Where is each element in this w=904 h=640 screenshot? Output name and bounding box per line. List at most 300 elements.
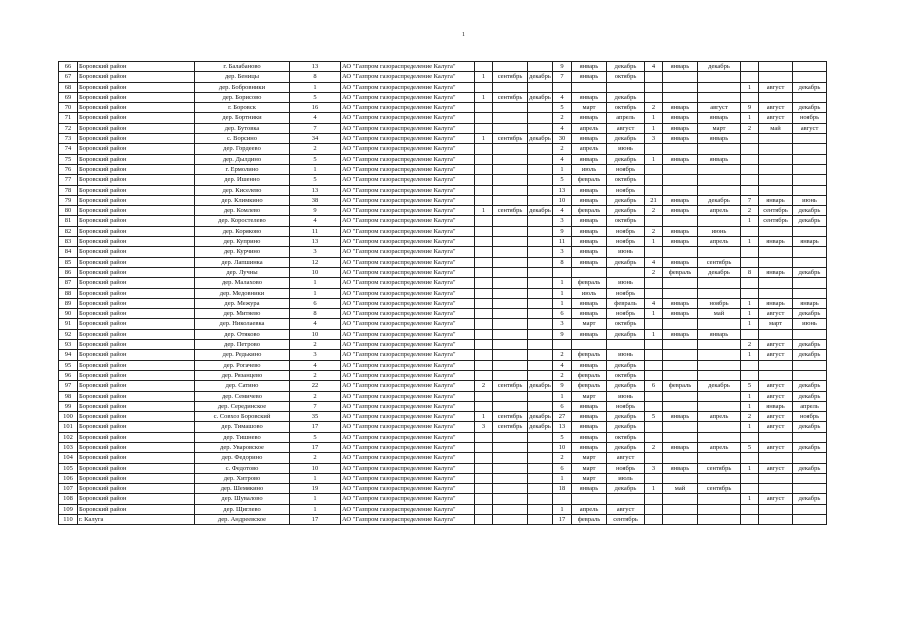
settlement-cell: дер. Шемякино <box>195 484 290 494</box>
table-row <box>59 185 827 195</box>
group4-start-cell: август <box>759 412 793 422</box>
organization-cell: АО "Газпром газораспределение Калуга" <box>341 144 475 154</box>
group2-end-cell: октябрь <box>607 175 645 185</box>
group4-end-cell: декабрь <box>793 442 827 452</box>
group1-start-cell: сентябрь <box>493 412 528 422</box>
table-row <box>59 484 827 494</box>
table-row <box>59 494 827 504</box>
group2-start-cell: июль <box>572 288 607 298</box>
group4-start-cell: август <box>759 381 793 391</box>
group2-start-cell <box>572 82 607 92</box>
row-number: 86 <box>59 267 78 277</box>
group1-start-cell <box>493 267 528 277</box>
group3-end-cell <box>698 72 741 82</box>
group3-start-cell <box>663 319 698 329</box>
group4-count-cell: 2 <box>741 412 759 422</box>
group2-end-cell: декабрь <box>607 206 645 216</box>
row-number: 76 <box>59 164 78 174</box>
group3-end-cell: август <box>698 103 741 113</box>
group4-count-cell: 5 <box>741 381 759 391</box>
group1-start-cell <box>493 113 528 123</box>
group2-start-cell: январь <box>572 62 607 72</box>
settlement-cell: дер. Межура <box>195 298 290 308</box>
district-cell: Боровский район <box>78 206 195 216</box>
organization-cell: АО "Газпром газораспределение Калуга" <box>341 432 475 442</box>
group1-start-cell <box>493 103 528 113</box>
group1-end-cell <box>528 195 553 205</box>
group2-count-cell: 10 <box>553 195 572 205</box>
group2-start-cell: апрель <box>572 123 607 133</box>
group1-count-cell <box>475 164 493 174</box>
group3-end-cell: сентябрь <box>698 484 741 494</box>
organization-cell: АО "Газпром газораспределение Калуга" <box>341 515 475 525</box>
group3-count-cell <box>645 216 663 226</box>
group2-count-cell: 3 <box>553 216 572 226</box>
group4-end-cell: декабрь <box>793 216 827 226</box>
group4-count-cell: 5 <box>741 442 759 452</box>
group2-count-cell: 5 <box>553 103 572 113</box>
settlement-cell: дер. Ишенно <box>195 175 290 185</box>
group3-start-cell <box>663 504 698 514</box>
total-count-cell: 13 <box>290 185 341 195</box>
group3-count-cell <box>645 504 663 514</box>
table-row <box>59 381 827 391</box>
group2-start-cell: январь <box>572 298 607 308</box>
table-row <box>59 247 827 257</box>
group3-start-cell: январь <box>663 412 698 422</box>
total-count-cell: 13 <box>290 237 341 247</box>
row-number: 85 <box>59 257 78 267</box>
group4-end-cell: декабрь <box>793 494 827 504</box>
settlement-cell: дер. Сатино <box>195 381 290 391</box>
group4-start-cell <box>759 370 793 380</box>
row-number: 89 <box>59 298 78 308</box>
group3-start-cell: январь <box>663 257 698 267</box>
group4-start-cell <box>759 247 793 257</box>
group1-end-cell <box>528 401 553 411</box>
gasification-schedule-table <box>58 61 827 525</box>
group1-end-cell <box>528 216 553 226</box>
district-cell: г. Калуга <box>78 515 195 525</box>
row-number: 101 <box>59 422 78 432</box>
district-cell: Боровский район <box>78 226 195 236</box>
group4-end-cell <box>793 62 827 72</box>
settlement-cell: дер. Куприно <box>195 237 290 247</box>
group2-start-cell: март <box>572 103 607 113</box>
group4-count-cell <box>741 432 759 442</box>
group4-count-cell <box>741 134 759 144</box>
table-row <box>59 370 827 380</box>
group3-start-cell: февраль <box>663 267 698 277</box>
settlement-cell: дер. Киселево <box>195 185 290 195</box>
group1-start-cell <box>493 154 528 164</box>
group2-count-cell: 1 <box>553 504 572 514</box>
row-number: 78 <box>59 185 78 195</box>
group4-count-cell: 1 <box>741 319 759 329</box>
table-row <box>59 144 827 154</box>
table-row <box>59 432 827 442</box>
group4-end-cell: август <box>793 123 827 133</box>
group1-start-cell <box>493 309 528 319</box>
table-row <box>59 422 827 432</box>
group2-end-cell: декабрь <box>607 484 645 494</box>
group1-count-cell <box>475 195 493 205</box>
group3-end-cell <box>698 360 741 370</box>
row-number: 92 <box>59 329 78 339</box>
settlement-cell: дер. Коряково <box>195 226 290 236</box>
group1-count-cell <box>475 62 493 72</box>
group4-count-cell <box>741 473 759 483</box>
group3-start-cell: январь <box>663 154 698 164</box>
total-count-cell: 8 <box>290 72 341 82</box>
group1-count-cell <box>475 463 493 473</box>
group3-end-cell <box>698 144 741 154</box>
group1-start-cell: сентябрь <box>493 92 528 102</box>
group4-count-cell: 1 <box>741 494 759 504</box>
group3-end-cell: декабрь <box>698 381 741 391</box>
table-row <box>59 62 827 72</box>
row-number: 72 <box>59 123 78 133</box>
group4-start-cell <box>759 175 793 185</box>
group2-count-cell: 11 <box>553 237 572 247</box>
group4-start-cell <box>759 329 793 339</box>
district-cell: Боровский район <box>78 504 195 514</box>
group4-start-cell: март <box>759 319 793 329</box>
total-count-cell: 9 <box>290 206 341 216</box>
group2-end-cell: июнь <box>607 247 645 257</box>
table-row <box>59 453 827 463</box>
group2-count-cell: 17 <box>553 515 572 525</box>
row-number: 79 <box>59 195 78 205</box>
group1-count-cell <box>475 237 493 247</box>
group3-end-cell: январь <box>698 329 741 339</box>
group4-count-cell <box>741 329 759 339</box>
group1-start-cell <box>493 504 528 514</box>
group1-count-cell: 1 <box>475 412 493 422</box>
settlement-cell: дер. Митяево <box>195 309 290 319</box>
organization-cell: АО "Газпром газораспределение Калуга" <box>341 453 475 463</box>
group1-end-cell: декабрь <box>529 423 551 431</box>
group1-start-cell <box>493 360 528 370</box>
group1-start-cell <box>493 237 528 247</box>
group2-count-cell: 1 <box>553 473 572 483</box>
group3-end-cell <box>698 319 741 329</box>
group2-count-cell: 2 <box>553 350 572 360</box>
settlement-cell: дер. Щиглево <box>195 504 290 514</box>
group4-end-cell: декабрь <box>793 82 827 92</box>
group2-count-cell: 9 <box>553 329 572 339</box>
group3-end-cell <box>698 473 741 483</box>
group3-start-cell <box>663 185 698 195</box>
total-count-cell: 34 <box>290 134 341 144</box>
group4-end-cell <box>793 432 827 442</box>
group1-start-cell: сентябрь <box>493 422 528 432</box>
group1-end-cell: декабрь <box>529 207 551 215</box>
group2-start-cell: июль <box>572 164 607 174</box>
group2-count-cell: 13 <box>553 422 572 432</box>
group1-start-cell <box>493 401 528 411</box>
group1-end-cell <box>528 309 553 319</box>
row-number: 69 <box>59 92 78 102</box>
group2-end-cell <box>607 494 645 504</box>
group4-start-cell <box>759 134 793 144</box>
group3-end-cell <box>698 401 741 411</box>
group1-count-cell <box>475 226 493 236</box>
group3-start-cell: февраль <box>663 381 698 391</box>
group4-end-cell: декабрь <box>793 206 827 216</box>
group4-start-cell: август <box>759 463 793 473</box>
group2-start-cell: март <box>572 391 607 401</box>
organization-cell: АО "Газпром газораспределение Калуга" <box>341 401 475 411</box>
row-number: 106 <box>59 473 78 483</box>
group1-end-cell <box>528 175 553 185</box>
group2-start-cell: январь <box>572 401 607 411</box>
group3-start-cell <box>663 360 698 370</box>
total-count-cell: 12 <box>290 257 341 267</box>
settlement-cell: г. Балабаново <box>195 62 290 72</box>
group1-end-cell <box>528 288 553 298</box>
group4-end-cell <box>793 288 827 298</box>
organization-cell: АО "Газпром газораспределение Калуга" <box>341 72 475 82</box>
group1-start-cell <box>493 329 528 339</box>
group4-end-cell: декабрь <box>793 267 827 277</box>
group1-start-cell <box>493 144 528 154</box>
group4-end-cell <box>793 185 827 195</box>
group2-end-cell: август <box>607 504 645 514</box>
group1-count-cell <box>475 504 493 514</box>
table-row <box>59 134 827 144</box>
group3-start-cell <box>663 92 698 102</box>
group2-start-cell: февраль <box>572 350 607 360</box>
group2-start-cell: январь <box>572 226 607 236</box>
group1-end-cell: декабрь <box>529 413 551 421</box>
group3-count-cell: 1 <box>645 329 663 339</box>
table-row <box>59 123 827 133</box>
row-number: 73 <box>59 134 78 144</box>
group3-end-cell: январь <box>698 134 741 144</box>
organization-cell: АО "Газпром газораспределение Калуга" <box>341 278 475 288</box>
row-number: 82 <box>59 226 78 236</box>
group3-start-cell: январь <box>663 298 698 308</box>
group1-start-cell: сентябрь <box>493 134 528 144</box>
group4-count-cell: 1 <box>741 391 759 401</box>
total-count-cell: 7 <box>290 401 341 411</box>
group4-count-cell: 1 <box>741 401 759 411</box>
group1-count-cell <box>475 144 493 154</box>
group3-end-cell: апрель <box>698 442 741 452</box>
group1-count-cell <box>475 350 493 360</box>
group1-end-cell <box>528 432 553 442</box>
group3-end-cell <box>698 515 741 525</box>
group2-end-cell: ноябрь <box>607 463 645 473</box>
organization-cell: АО "Газпром газораспределение Калуга" <box>341 82 475 92</box>
group1-end-cell <box>528 484 553 494</box>
row-number: 109 <box>59 504 78 514</box>
group4-count-cell: 1 <box>741 82 759 92</box>
organization-cell: АО "Газпром газораспределение Калуга" <box>341 309 475 319</box>
group2-start-cell: январь <box>572 195 607 205</box>
group3-start-cell <box>663 144 698 154</box>
total-count-cell: 6 <box>290 298 341 308</box>
group1-count-cell <box>475 309 493 319</box>
group1-count-cell <box>475 257 493 267</box>
group2-count-cell: 6 <box>553 401 572 411</box>
total-count-cell: 22 <box>290 381 341 391</box>
group2-end-cell: декабрь <box>607 195 645 205</box>
group3-start-cell: январь <box>663 463 698 473</box>
group2-start-cell: январь <box>572 442 607 452</box>
group2-start-cell: январь <box>572 484 607 494</box>
group1-count-cell: 1 <box>475 206 493 216</box>
group1-count-cell: 3 <box>475 422 493 432</box>
group2-count-cell: 9 <box>553 62 572 72</box>
row-number: 88 <box>59 288 78 298</box>
group2-count-cell <box>553 267 572 277</box>
settlement-cell: дер. Андреевское <box>195 515 290 525</box>
group4-end-cell <box>793 453 827 463</box>
settlement-cell: дер. Рогачево <box>195 360 290 370</box>
group3-start-cell <box>663 72 698 82</box>
group1-count-cell <box>475 401 493 411</box>
settlement-cell: дер. Редькино <box>195 350 290 360</box>
group1-count-cell <box>475 515 493 525</box>
row-number: 80 <box>59 206 78 216</box>
group4-start-cell: май <box>759 123 793 133</box>
group2-end-cell: декабрь <box>607 360 645 370</box>
group1-end-cell <box>528 360 553 370</box>
total-count-cell: 10 <box>290 463 341 473</box>
district-cell: Боровский район <box>78 360 195 370</box>
district-cell: Боровский район <box>78 370 195 380</box>
organization-cell: АО "Газпром газораспределение Калуга" <box>341 185 475 195</box>
group4-start-cell: январь <box>759 298 793 308</box>
group1-end-cell <box>528 278 553 288</box>
table-row <box>59 442 827 452</box>
group4-count-cell <box>741 288 759 298</box>
district-cell: Боровский район <box>78 257 195 267</box>
group4-count-cell <box>741 62 759 72</box>
group4-count-cell <box>741 278 759 288</box>
row-number: 105 <box>59 463 78 473</box>
row-number: 81 <box>59 216 78 226</box>
row-number: 100 <box>59 412 78 422</box>
district-cell: Боровский район <box>78 412 195 422</box>
organization-cell: АО "Газпром газораспределение Калуга" <box>341 175 475 185</box>
row-number: 91 <box>59 319 78 329</box>
group3-end-cell: март <box>698 123 741 133</box>
group2-count-cell: 4 <box>553 154 572 164</box>
group2-count-cell: 30 <box>553 134 572 144</box>
group1-end-cell <box>528 164 553 174</box>
group1-count-cell <box>475 185 493 195</box>
district-cell: Боровский район <box>78 391 195 401</box>
group2-end-cell: декабрь <box>607 257 645 267</box>
group3-count-cell <box>645 247 663 257</box>
group3-start-cell <box>663 453 698 463</box>
group2-start-cell <box>572 267 607 277</box>
group4-count-cell: 2 <box>741 340 759 350</box>
group1-end-cell <box>528 442 553 452</box>
group2-end-cell: октябрь <box>607 216 645 226</box>
group1-end-cell <box>528 370 553 380</box>
group1-count-cell <box>475 442 493 452</box>
settlement-cell: дер. Отяково <box>195 329 290 339</box>
group2-end-cell: август <box>607 123 645 133</box>
group1-start-cell <box>493 473 528 483</box>
group2-start-cell: апрель <box>572 144 607 154</box>
group1-end-cell <box>528 103 553 113</box>
group2-start-cell: январь <box>572 113 607 123</box>
group4-count-cell: 1 <box>741 216 759 226</box>
total-count-cell: 5 <box>290 92 341 102</box>
group4-start-cell: август <box>759 422 793 432</box>
group2-end-cell: ноябрь <box>607 309 645 319</box>
total-count-cell: 16 <box>290 103 341 113</box>
settlement-cell: дер. Беницы <box>195 72 290 82</box>
total-count-cell: 11 <box>290 226 341 236</box>
group1-end-cell <box>528 298 553 308</box>
group4-end-cell <box>793 370 827 380</box>
group3-end-cell <box>698 370 741 380</box>
table-row <box>59 473 827 483</box>
table-row <box>59 237 827 247</box>
total-count-cell: 1 <box>290 504 341 514</box>
table-row <box>59 257 827 267</box>
group1-end-cell <box>528 185 553 195</box>
group3-end-cell <box>698 164 741 174</box>
group4-start-cell <box>759 154 793 164</box>
group4-count-cell: 1 <box>741 113 759 123</box>
group1-start-cell <box>493 494 528 504</box>
group4-start-cell <box>759 144 793 154</box>
group2-end-cell: декабрь <box>607 412 645 422</box>
group2-end-cell: декабрь <box>607 329 645 339</box>
group2-end-cell <box>607 340 645 350</box>
group2-end-cell: апрель <box>607 113 645 123</box>
group4-count-cell <box>741 484 759 494</box>
table-row <box>59 515 827 525</box>
group4-count-cell <box>741 92 759 102</box>
total-count-cell: 2 <box>290 370 341 380</box>
group4-start-cell: сентябрь <box>759 206 793 216</box>
group4-count-cell <box>741 72 759 82</box>
row-number: 96 <box>59 370 78 380</box>
group3-count-cell <box>645 82 663 92</box>
group4-start-cell: август <box>759 82 793 92</box>
group1-start-cell <box>493 247 528 257</box>
group1-end-cell <box>528 463 553 473</box>
group4-end-cell: декабрь <box>793 381 827 391</box>
group4-start-cell <box>759 185 793 195</box>
group2-end-cell <box>607 82 645 92</box>
group2-count-cell: 1 <box>553 288 572 298</box>
group2-count-cell: 2 <box>553 370 572 380</box>
district-cell: Боровский район <box>78 144 195 154</box>
group2-start-cell: март <box>572 453 607 463</box>
group1-end-cell <box>528 257 553 267</box>
total-count-cell: 2 <box>290 391 341 401</box>
group1-start-cell <box>493 257 528 267</box>
group4-count-cell <box>741 154 759 164</box>
group3-count-cell: 1 <box>645 484 663 494</box>
organization-cell: АО "Газпром газораспределение Калуга" <box>341 237 475 247</box>
group3-start-cell <box>663 340 698 350</box>
group1-end-cell <box>528 247 553 257</box>
group1-end-cell <box>528 473 553 483</box>
organization-cell: АО "Газпром газораспределение Калуга" <box>341 164 475 174</box>
district-cell: Боровский район <box>78 473 195 483</box>
group2-start-cell: январь <box>572 216 607 226</box>
